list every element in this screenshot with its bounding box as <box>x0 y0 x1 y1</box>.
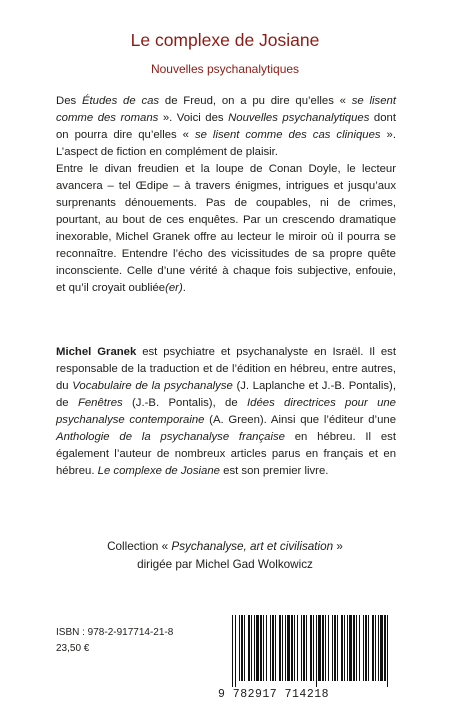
text-span: (J.-B. Pontalis), de <box>122 397 247 409</box>
summary-paragraph-2 <box>56 161 396 297</box>
text-span: Collection « <box>107 540 172 553</box>
collection-line <box>0 538 450 556</box>
summary-text <box>56 93 396 297</box>
italic-title: Fenêtres <box>77 397 123 409</box>
summary-paragraph-1 <box>56 93 396 161</box>
text-span: dont on pourra dire qu’elles « <box>56 112 396 141</box>
italic-title: Études de cas <box>81 95 160 107</box>
text-span: Entre le divan freudien et la loupe de Conan Doyle, le lecteur avancera – tel Œdipe – à travers énigmes, intrigues et jusqu’aux surprenants dénouements. Pas de coupables, ni de crimes, pourtant, au bout de ces enquêtes. Par un crescendo dramatique inexorable, Michel Granek offre au lecteur le miroir où il pourra se reconnaître. Entendre l’écho des vicissitudes de sa propre quête inconsciente. Celle d’une vérité à chaque fois subjective, enfouie, et qu’il croyait oubliée <box>56 163 396 294</box>
isbn-text: ISBN : 978-2-917714-21-8 <box>56 627 174 638</box>
italic-title: Nouvelles psychanalytiques <box>228 112 370 124</box>
text-span: en hébreu. Il est également l’auteur de nombreux articles parus en français et en hébreu. <box>56 431 396 477</box>
italic-title: Vocabulaire de la psychanalyse <box>72 380 233 392</box>
price-text: 23,50 € <box>56 643 90 654</box>
italic-quote: se lisent comme des cas cliniques <box>194 129 381 141</box>
author-name: Michel Granek <box>56 346 137 358</box>
text-span: ». Voici des <box>158 112 229 124</box>
italic-title: Le complexe de Josiane <box>97 465 220 477</box>
text-span: est psychiatre et psychanalyste en Israël. Il est responsable de la traduction et de l’édition en hébreu, entre autres, du <box>56 346 396 392</box>
text-span: ». L’aspect de fiction en complément de plaisir. <box>56 129 396 158</box>
italic-suffix: (er) <box>165 282 183 294</box>
collection-name: Psychanalyse, art et civilisation <box>171 540 334 553</box>
barcode-image <box>228 615 394 687</box>
italic-title: Anthologie de la psychanalyse française <box>56 431 285 443</box>
collection-info <box>0 538 450 574</box>
barcode-digits: 9 782917 714218 <box>218 688 330 701</box>
text-span: (J. Laplanche et J.-B. Pontalis), de <box>56 380 396 409</box>
text-span: Des <box>56 95 82 107</box>
text-span: est son premier livre. <box>219 465 329 477</box>
text-span: » <box>333 540 343 553</box>
italic-title: Idées directrices pour une psychanalyse contemporaine <box>56 397 396 426</box>
text-span: . <box>182 282 186 294</box>
book-subtitle: Nouvelles psychanalytiques <box>150 62 300 76</box>
book-title: Le complexe de Josiane <box>130 30 320 50</box>
collection-director: dirigée par Michel Gad Wolkowicz <box>137 558 313 571</box>
isbn-block <box>56 625 173 657</box>
text-span: (A. Green). Ainsi que l’éditeur d’une <box>204 414 396 426</box>
text-span: de Freud, on a pu dire qu’elles « <box>159 95 352 107</box>
author-bio <box>56 344 396 480</box>
italic-quote: se lisent comme des romans <box>56 95 396 124</box>
